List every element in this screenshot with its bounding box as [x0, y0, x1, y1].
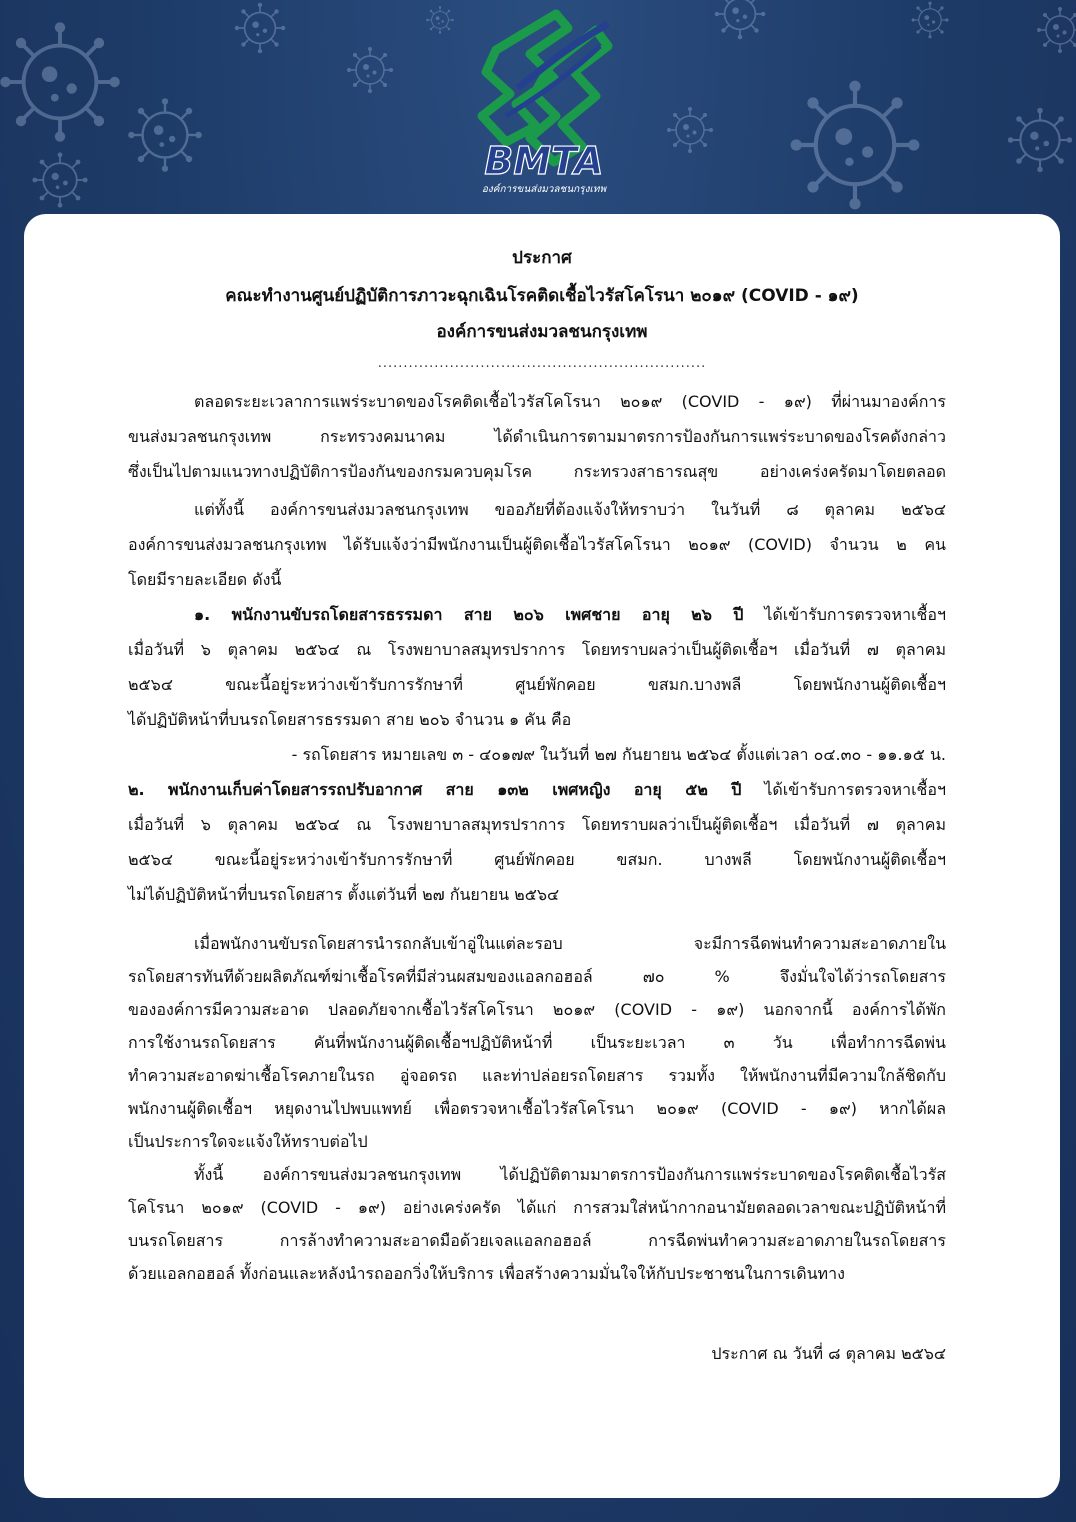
- paragraph-line: ด้วยแอลกอฮอล์ ทั้งก่อนและหลังนำรถออกวิ่งให้บริการ เพื่อสร้างความมั่นใจให้กับประชาชนในการเดินทาง: [128, 1264, 845, 1283]
- paragraph-line: ได้ปฏิบัติหน้าที่บนรถโดยสารธรรมดา สาย ๒๐๖ จำนวน ๑ คัน คือ: [128, 710, 572, 729]
- announcement-title: ประกาศ: [512, 248, 572, 268]
- paragraph-line: ขององค์การมีความสะอาด ปลอดภัยจากเชื้อไวรัสโคโรนา ๒๐๑๙ (COVID - ๑๙) นอกจากนี้ องค์การได้พัก: [128, 1000, 946, 1019]
- item-2-bold: ๒. พนักงานเก็บค่าโดยสารรถปรับอากาศ สาย ๑๓๒ เพศหญิง อายุ ๕๒ ปี: [128, 780, 742, 799]
- signoff-date: ประกาศ ณ วันที่ ๘ ตุลาคม ๒๕๖๔: [711, 1344, 946, 1363]
- bus-detail-line: - รถโดยสาร หมายเลข ๓ - ๔๐๑๗๙ ในวันที่ ๒๗ กันยายน ๒๕๖๔ ตั้งแต่เวลา ๐๔.๓๐ - ๑๑.๑๕ น.: [291, 745, 946, 764]
- paragraph-line: ทำความสะอาดฆ่าเชื้อโรคภายในรถ อู่จอดรถ และท่าปล่อยรถโดยสาร รวมทั้ง ให้พนักงานที่มีความใกล้ชิดกับ: [128, 1066, 946, 1085]
- paragraph-line: การใช้งานรถโดยสาร คันที่พนักงานผู้ติดเชื้อฯปฏิบัติหน้าที่ เป็นระยะเวลา ๓ วัน เพื่อทำการฉีดพ่น: [128, 1033, 946, 1052]
- paragraph-line: เป็นประการใดจะแจ้งให้ทราบต่อไป: [128, 1132, 368, 1151]
- paragraph-line: ๒๕๖๔ ขณะนี้อยู่ระหว่างเข้ารับการรักษาที่ ศูนย์พักคอย ขสมก. บางพลี โดยพนักงานผู้ติดเชื้อฯ: [128, 850, 946, 869]
- paragraph-line: องค์การขนส่งมวลชนกรุงเทพ ได้รับแจ้งว่ามีพนักงานเป็นผู้ติดเชื้อไวรัสโคโรนา ๒๐๑๙ (COVID) จำนวน ๒ คน: [128, 535, 946, 554]
- paragraph-line: ซึ่งเป็นไปตามแนวทางปฏิบัติการป้องกันของกรมควบคุมโรค กระทรวงสาธารณสุข อย่างเคร่งครัดมาโดยตลอด: [128, 462, 946, 481]
- paragraph-line: บนรถโดยสาร การล้างทำความสะอาดมือด้วยเจลแอลกอฮอล์ การฉีดพ่นทำความสะอาดภายในรถโดยสาร: [128, 1231, 946, 1250]
- logo-subtext: องค์การขนส่งมวลชนกรุงเทพ: [481, 184, 607, 195]
- item-1-bold: ๑. พนักงานขับรถโดยสารธรรมดา สาย ๒๐๖ เพศชาย อายุ ๒๖ ปี: [194, 605, 744, 624]
- announcement-org: องค์การขนส่งมวลชนกรุงเทพ: [436, 322, 648, 342]
- paragraph-line: ๒๕๖๔ ขณะนี้อยู่ระหว่างเข้ารับการรักษาที่ ศูนย์พักคอย ขสมก.บางพลี โดยพนักงานผู้ติดเชื้อฯ: [128, 675, 946, 694]
- logo-text: BMTA: [484, 139, 604, 183]
- item-2-heading: [128, 782, 946, 798]
- paragraph-line: ตลอดระยะเวลาการแพร่ระบาดของโรคติดเชื้อไวรัสโคโรนา ๒๐๑๙ (COVID - ๑๙) ที่ผ่านมาองค์การ: [194, 392, 946, 411]
- paragraph-line: ทั้งนี้ องค์การขนส่งมวลชนกรุงเทพ ได้ปฏิบัติตามมาตรการป้องกันการแพร่ระบาดของโรคติดเชื้อไวรัส: [194, 1165, 946, 1184]
- paragraph-line: เมื่อวันที่ ๖ ตุลาคม ๒๕๖๔ ณ โรงพยาบาลสมุทรปราการ โดยทราบผลว่าเป็นผู้ติดเชื้อฯ เมื่อวันที่ ๗ ตุลาคม: [128, 640, 946, 659]
- paragraph-line: เมื่อพนักงานขับรถโดยสารนำรถกลับเข้าอู่ในแต่ละรอบ จะมีการฉีดพ่นทำความสะอาดภายใน: [194, 934, 946, 953]
- item-1-rest: ได้เข้ารับการตรวจหาเชื้อฯ: [743, 605, 946, 624]
- paragraph-line: โคโรนา ๒๐๑๙ (COVID - ๑๙) อย่างเคร่งครัด ได้แก่ การสวมใส่หน้ากากอนามัยตลอดเวลาขณะปฏิบัติหน้าที่: [128, 1198, 946, 1217]
- paragraph-line: โดยมีรายละเอียด ดังนี้: [128, 570, 282, 589]
- item-2-rest: ได้เข้ารับการตรวจหาเชื้อฯ: [741, 780, 947, 799]
- paragraph-line: รถโดยสารทันทีด้วยผลิตภัณฑ์ฆ่าเชื้อโรคที่มีส่วนผสมของแอลกอฮอล์ ๗๐ % จึงมั่นใจได้ว่ารถโดยสาร: [128, 967, 946, 986]
- announcement-subtitle: คณะทำงานศูนย์ปฏิบัติการภาวะฉุกเฉินโรคติดเชื้อไวรัสโคโรนา ๒๐๑๙ (COVID - ๑๙): [225, 286, 859, 306]
- paragraph-line: เมื่อวันที่ ๖ ตุลาคม ๒๕๖๔ ณ โรงพยาบาลสมุทรปราการ โดยทราบผลว่าเป็นผู้ติดเชื้อฯ เมื่อวันที่ ๗ ตุลาคม: [128, 815, 946, 834]
- paragraph-line: ไม่ได้ปฏิบัติหน้าที่บนรถโดยสาร ตั้งแต่วันที่ ๒๗ กันยายน ๒๕๖๔: [128, 885, 560, 904]
- bmta-logo: [458, 6, 630, 202]
- paragraph-line: ขนส่งมวลชนกรุงเทพ กระทรวงคมนาคม ได้ดำเนินการตามมาตรการป้องกันการแพร่ระบาดของโรคดังกล่าว: [128, 427, 946, 446]
- item-1-heading: [194, 607, 946, 623]
- paragraph-line: แต่ทั้งนี้ องค์การขนส่งมวลชนกรุงเทพ ขออภัยที่ต้องแจ้งให้ทราบว่า ในวันที่ ๘ ตุลาคม ๒๕๖๔: [194, 500, 946, 519]
- announcement-card: [24, 214, 1060, 1498]
- paragraph-line: พนักงานผู้ติดเชื้อฯ หยุดงานไปพบแพทย์ เพื่อตรวจหาเชื้อไวรัสโคโรนา ๒๐๑๙ (COVID - ๑๙) หากได้ผล: [128, 1099, 946, 1118]
- separator: ................................................................: [377, 356, 707, 371]
